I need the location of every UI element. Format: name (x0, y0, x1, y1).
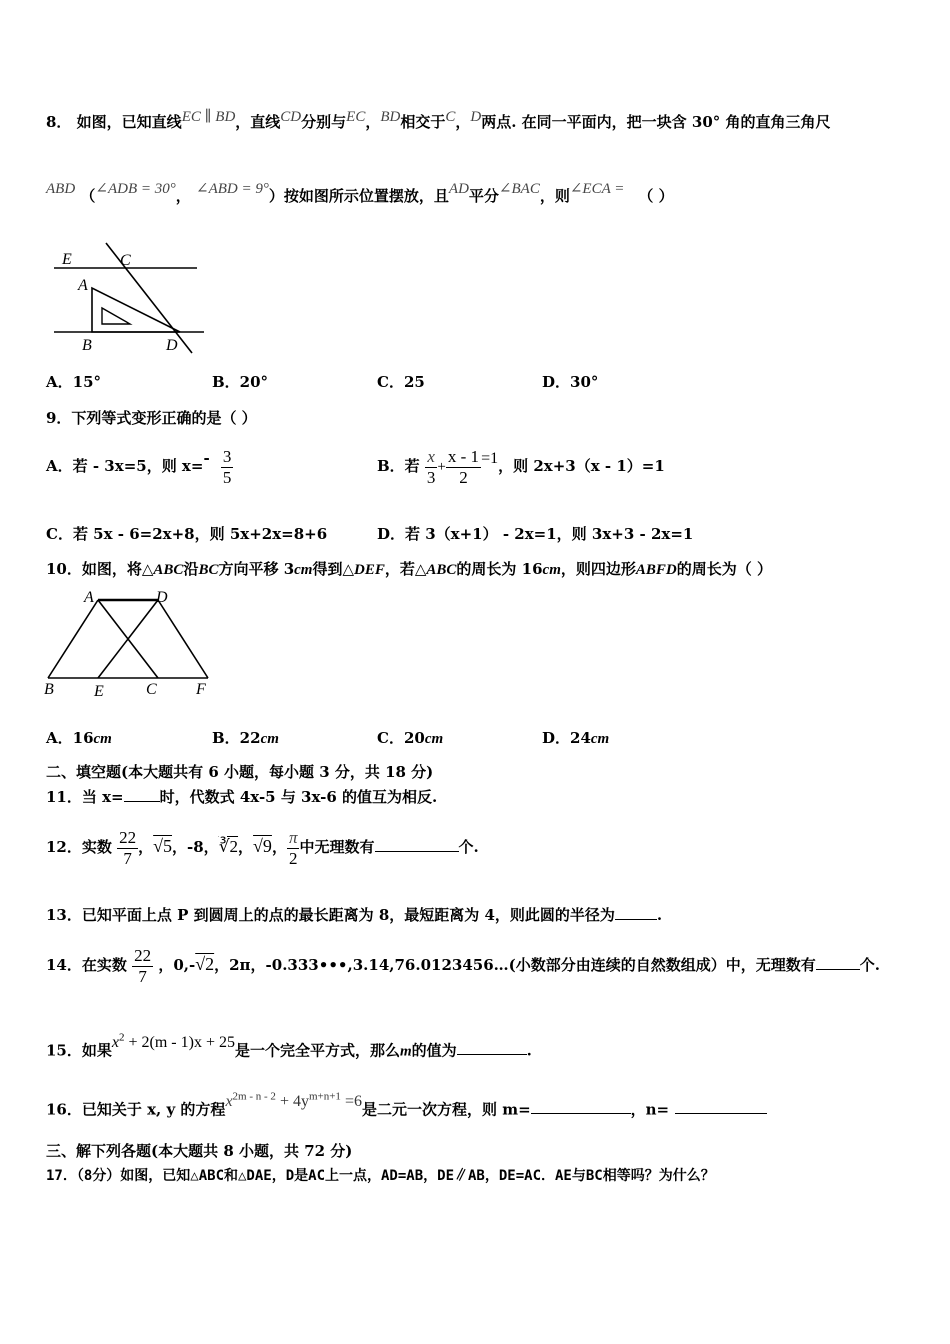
q8-math-angle-abd: ∠ABD = 9° (196, 181, 269, 197)
q11 (46, 787, 437, 807)
q10-c-unit: cm (424, 731, 444, 747)
q9-a-denominator: 5 (222, 467, 232, 487)
q17: 17．（8分）如图，已知△ABC和△DAE，D是AC上一点，AD=AB，DE∥AB，DE=AC．AE与BC相等吗？为什么？ (46, 1168, 715, 1184)
q12-cbrt-2: ∛2 (218, 837, 239, 856)
q9-a-minus: - (203, 449, 210, 467)
q9-b-post: ，则 2x+3（x - 1）=1 (498, 457, 665, 475)
q10-d-text: D．24 (542, 729, 591, 747)
q10-a-text: A．16 (46, 729, 94, 747)
q10-label-c: C (146, 681, 157, 698)
q12 (46, 826, 479, 869)
q16-text-3: ，n= (630, 1100, 670, 1119)
q15-expr-exponent: 2 (118, 1032, 125, 1044)
q10-option-a[interactable] (46, 728, 112, 749)
q14-text-4: 个. (859, 956, 880, 974)
q12-comma-1: ， (138, 838, 154, 856)
q14-f-denominator: 7 (132, 966, 153, 987)
q11-text-2: 时，代数式 4x-5 与 3x-6 的值互为相反. (159, 788, 438, 806)
q9-b-fraction-1 (425, 447, 438, 488)
q8-math-angle-adb: ∠ADB = 30° (95, 181, 176, 197)
q16-eq-middle: + 4y (275, 1093, 309, 1111)
q15-text-2: 是一个完全平方式，那么 (234, 1041, 400, 1060)
q9-option-c[interactable]: C．若 5x - 6=2x+8，则 5x+2x=8+6 (46, 525, 328, 543)
q10-text-7: ，则四边形 (560, 560, 636, 578)
q16-eq-exponent-2: m+n+1 (308, 1091, 341, 1103)
q10-math-bc: BC (198, 562, 219, 578)
q8-math-ad: AD (448, 181, 469, 197)
q9-b-numerator-2: x - 1 (447, 446, 480, 466)
q8-number: 8． (46, 113, 72, 131)
q15-blank[interactable] (457, 1040, 527, 1055)
q13-blank[interactable] (615, 905, 657, 920)
q8-math-ec-parallel-bd: EC ∥ BD (181, 109, 236, 125)
q13 (46, 905, 662, 925)
q15-expr-rest: + 2(m - 1)x + 25 (124, 1034, 235, 1052)
q8-option-b[interactable]: B．20° (212, 373, 269, 391)
q12-f1-numerator: 22 (119, 827, 137, 847)
q16-equation (225, 1093, 362, 1110)
q8-line1 (46, 109, 831, 133)
q8-option-c[interactable]: C．25 (377, 373, 425, 391)
q8-text-6: ， (455, 113, 471, 131)
q12-sqrt-5: √5 (153, 836, 173, 856)
q14-fraction-22-7 (132, 946, 153, 987)
q16-eq-equals: =6 (340, 1093, 362, 1111)
q8-text-7: 两点. 在同一平面内，把一块含 30° 角的直角三角尺 (481, 113, 831, 131)
q9-a-text: A．若 - 3x=5，则 x= (46, 457, 204, 475)
q15-expression (112, 1034, 235, 1051)
q9-b-denominator-1: 3 (426, 467, 436, 487)
q9-stem: 9．下列等式变形正确的是（ ） (46, 409, 257, 427)
q8-text-4: ， (365, 113, 381, 131)
q10-text-8: 的周长为（ ） (676, 560, 772, 578)
q10-text-6: 的周长为 16 (456, 560, 543, 578)
section-3-heading: 三、解下列各题(本大题共 8 小题，共 72 分) (46, 1142, 353, 1160)
q10-d-unit: cm (590, 731, 610, 747)
q13-text-2: . (656, 906, 663, 924)
q8-option-a[interactable]: A．15° (46, 373, 102, 391)
q10-math-abfd: ABFD (635, 562, 677, 578)
q9-option-a[interactable] (46, 446, 233, 488)
q12-comma-2: ， (238, 838, 254, 856)
q9-option-b[interactable] (377, 446, 665, 488)
q8-text-9: ， (175, 187, 191, 205)
q9-option-d[interactable]: D．若 3（x+1） - 2x=1，则 3x+3 - 2x=1 (377, 525, 694, 543)
q8-line2 (46, 181, 674, 207)
q8-math-angle-eca: ∠ECA = (569, 181, 625, 197)
q8-text-8: （ (80, 187, 96, 205)
q14-f-numerator: 22 (134, 945, 152, 965)
q14-text-2: ，0,- (158, 956, 196, 974)
q9-b-equals: =1 (481, 450, 499, 467)
q8-text-12: ，则 (539, 187, 570, 205)
q15-text-1: 15．如果 (46, 1041, 112, 1060)
q14-blank[interactable] (816, 955, 860, 970)
q10-math-cm-1: cm (294, 562, 313, 578)
q12-fraction-22-7 (117, 828, 138, 869)
q10-b-unit: cm (260, 731, 279, 747)
q10-stem (46, 559, 772, 580)
q12-text-2: ，-8， (172, 838, 219, 856)
q8-text-2: ，直线 (235, 113, 281, 131)
q10-label-d: D (156, 589, 168, 606)
q8-math-cd: CD (280, 109, 302, 125)
q8-option-d[interactable]: D．30° (542, 373, 599, 391)
q10-c-text: C．20 (377, 729, 425, 747)
q9-a-numerator: 3 (222, 446, 232, 466)
q12-f1-denominator: 7 (117, 848, 138, 869)
q10-figure (40, 588, 220, 700)
q16-blank-n[interactable] (675, 1099, 767, 1114)
q10-label-a: A (84, 589, 94, 606)
q12-f2-denominator: 2 (287, 848, 300, 869)
q12-text-1: 12．实数 (46, 838, 112, 856)
q12-text-3: 中无理数有 (299, 838, 375, 856)
q10-text-2: 沿 (183, 560, 199, 578)
section-2-heading: 二、填空题(本大题共有 6 小题，每小题 3 分，共 18 分) (46, 763, 434, 781)
q8-label-b: B (82, 337, 92, 354)
q10-option-b[interactable] (212, 728, 279, 749)
q14-text-1: 14．在实数 (46, 956, 127, 974)
q8-math-abd: ABD (46, 181, 76, 197)
q11-blank[interactable] (124, 787, 160, 802)
q10-text-1: 10．如图，将△ (46, 560, 154, 578)
q15 (46, 1032, 532, 1061)
q10-text-3: 方向平移 3 (218, 560, 295, 578)
q10-option-c[interactable] (377, 728, 443, 749)
q10-label-b: B (44, 681, 54, 698)
q8-text-1: 如图，已知直线 (76, 113, 182, 131)
q8-text-3: 分别与 (301, 113, 347, 131)
q16-text-2: 是二元一次方程，则 m= (361, 1100, 531, 1119)
q12-comma-3: ， (271, 838, 287, 856)
q15-text-4: . (526, 1041, 532, 1060)
q16-eq-exponent-1: 2m - n - 2 (232, 1091, 276, 1103)
q16-blank-m[interactable] (531, 1099, 631, 1114)
q8-triangle-inner (102, 308, 130, 324)
q13-text-1: 13．已知平面上点 P 到圆周上的点的最长距离为 8，最短距离为 4，则此圆的半径为 (46, 906, 615, 924)
q8-label-d: D (166, 337, 178, 354)
q8-text-10: ）按如图所示位置摆放，且 (268, 187, 449, 205)
q8-line-cd (106, 243, 192, 353)
q9-b-fraction-2 (446, 447, 481, 488)
q8-math-c: C (445, 109, 456, 125)
q15-var-m: m (399, 1043, 412, 1060)
q10-label-f: F (196, 681, 206, 698)
q8-label-c: C (120, 252, 131, 269)
q8-text-11: 平分 (468, 187, 499, 205)
q16 (46, 1091, 767, 1120)
q12-blank[interactable] (375, 837, 459, 852)
q11-text-1: 11．当 x= (46, 788, 124, 806)
q10-math-cm-2: cm (542, 562, 561, 578)
q9-b-numerator-1: x (427, 446, 435, 466)
q10-text-5: ，若△ (384, 560, 427, 578)
q15-text-3: 的值为 (411, 1041, 457, 1060)
q14-sqrt-2: √2 (195, 954, 215, 974)
q8-text-5: 相交于 (400, 113, 446, 131)
q12-fraction-pi-2 (287, 828, 300, 869)
q10-math-def: DEF (354, 562, 385, 578)
q8-math-bd: BD (380, 109, 401, 125)
q8-math-ec: EC (346, 109, 366, 125)
q12-f2-numerator: π (288, 827, 298, 847)
q9-b-plus: + (437, 459, 446, 475)
q10-math-abc: ABC (153, 562, 184, 578)
q16-text-1: 16．已知关于 x, y 的方程 (46, 1100, 226, 1119)
q8-label-a: A (78, 277, 88, 294)
q8-math-angle-bac: ∠BAC (498, 181, 540, 197)
q8-figure (44, 238, 214, 358)
q15-expr-x: x (111, 1034, 119, 1052)
q10-segment-df (158, 600, 208, 678)
q10-option-d[interactable] (542, 728, 609, 749)
q16-eq-x: x (225, 1093, 233, 1111)
q10-text-4: 得到△ (312, 560, 355, 578)
q9-a-fraction (221, 447, 234, 488)
q12-sqrt-9: √9 (253, 836, 272, 856)
q14 (46, 944, 880, 987)
q9-b-text: B．若 (377, 457, 420, 475)
q9-b-denominator-2: 2 (446, 467, 481, 488)
q10-b-text: B．22 (212, 729, 261, 747)
q8-math-d: D (470, 109, 482, 125)
q8-text-13: （ ） (638, 187, 674, 205)
q10-math-abc-2: ABC (426, 562, 457, 578)
q14-text-3: ，2π，-0.333•••,3.14,76.0123456…(小数部分由连续的自然数组成）中，无理数有 (214, 956, 816, 974)
q10-segment-ab (48, 600, 98, 678)
q12-text-4: 个. (458, 838, 479, 856)
q10-label-e: E (94, 683, 104, 700)
q8-label-e: E (62, 251, 72, 268)
q10-a-unit: cm (93, 731, 112, 747)
